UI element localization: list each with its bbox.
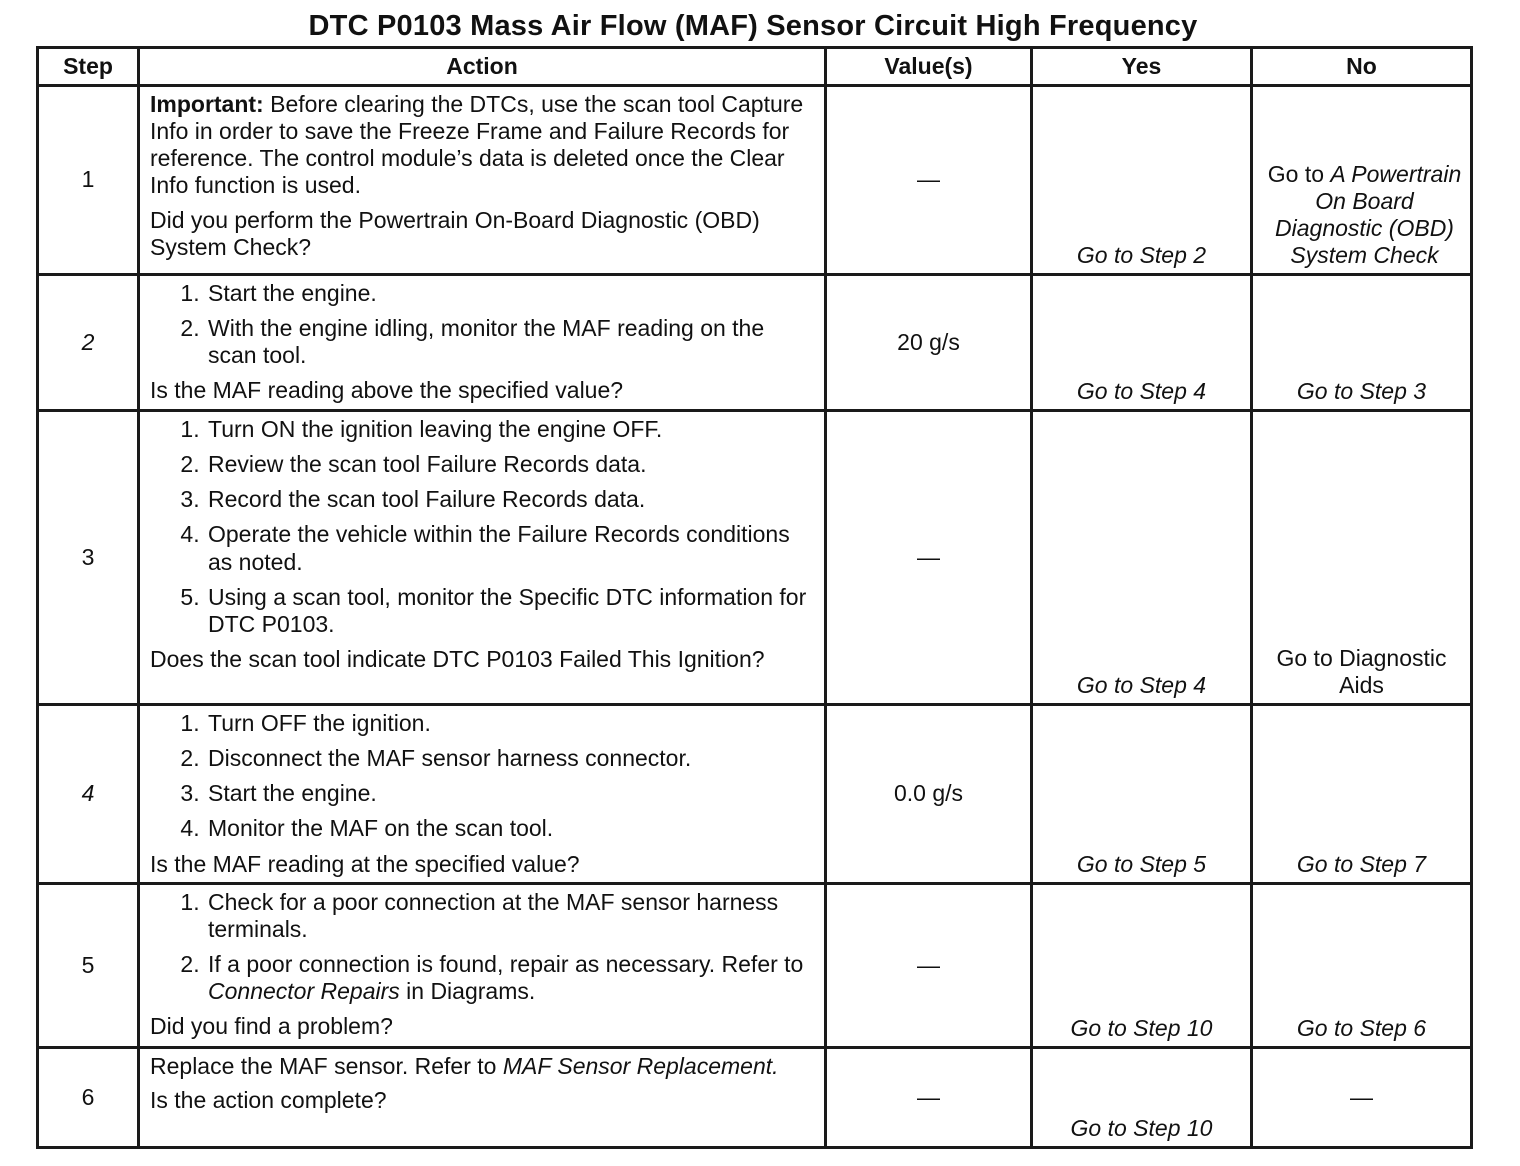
action-item: 5. Using a scan tool, monitor the Specific DTC information for DTC P0103. — [206, 584, 814, 638]
value-cell: — — [826, 86, 1032, 275]
step-number: 2 — [38, 275, 139, 411]
yes-link[interactable]: Go to Step 5 — [1032, 705, 1252, 884]
table-row-step-3 — [38, 411, 1472, 705]
action-item-suffix: in Diagrams. — [399, 978, 536, 1004]
value-cell: 20 g/s — [826, 275, 1032, 411]
action-item-text: If a poor connection is found, repair as necessary. Refer to — [208, 950, 804, 977]
action-item: 1. Turn ON the ignition leaving the engine OFF. — [206, 416, 814, 443]
no-link[interactable]: Go to Step 6 — [1252, 883, 1472, 1047]
yes-link[interactable]: Go to Step 2 — [1032, 86, 1252, 275]
table-row-step-2 — [38, 275, 1472, 411]
action-text — [150, 1053, 814, 1080]
step-question: Is the MAF reading above the specified value? — [150, 377, 624, 404]
important-label: Important: — [150, 91, 264, 117]
action-list — [150, 710, 814, 843]
action-list — [150, 280, 814, 369]
page-title: DTC P0103 Mass Air Flow (MAF) Sensor Circuit High Frequency — [308, 10, 1198, 42]
action-cell — [139, 705, 826, 884]
header-action: Action — [139, 48, 826, 86]
yes-link[interactable]: Go to Step 4 — [1032, 411, 1252, 705]
table-row-step-5 — [38, 883, 1472, 1047]
action-item: 4. Operate the vehicle within the Failure Records conditions as noted. — [206, 521, 814, 575]
table-row-step-1 — [38, 86, 1472, 275]
maf-sensor-replacement-link[interactable]: MAF Sensor Replacement — [502, 1052, 773, 1079]
no-link[interactable]: Go to Step 3 — [1252, 275, 1472, 411]
no-link[interactable]: Go to Diagnostic Aids — [1252, 411, 1472, 705]
header-values: Value(s) — [826, 48, 1032, 86]
no-prefix: Go to — [1267, 160, 1331, 187]
value-cell: — — [826, 1047, 1032, 1147]
value-cell: — — [826, 883, 1032, 1047]
yes-link[interactable]: Go to Step 10 — [1032, 883, 1252, 1047]
action-list — [150, 416, 814, 638]
table-row-step-4 — [38, 705, 1472, 884]
action-item: 1. Start the engine. — [206, 280, 814, 307]
connector-repairs-link[interactable]: Connector Repairs — [208, 978, 400, 1004]
step-question: Is the action complete? — [150, 1086, 387, 1113]
action-list — [150, 889, 814, 1006]
action-item — [206, 951, 814, 1005]
action-text-lead: Replace the MAF sensor. Refer to — [150, 1052, 503, 1079]
action-item: 1. Turn OFF the ignition. — [206, 710, 814, 737]
step-question: Does the scan tool indicate DTC P0103 Failed This Ignition? — [150, 645, 765, 672]
no-cell: — — [1252, 1047, 1472, 1147]
no-link[interactable] — [1252, 86, 1472, 275]
important-text: Before clearing the DTCs, use the scan tool Capture Info in order to save the Freeze Frame and Failure Records for reference. The control module’s data is deleted once the Clear Info function is used. — [150, 91, 804, 199]
action-item: 2. With the engine idling, monitor the MAF reading on the scan tool. — [206, 315, 814, 369]
step-number: 4 — [38, 705, 139, 884]
yes-link[interactable]: Go to Step 4 — [1032, 275, 1252, 411]
no-link[interactable]: Go to Step 7 — [1252, 705, 1472, 884]
action-item: 4. Monitor the MAF on the scan tool. — [206, 815, 814, 842]
step-number: 3 — [38, 411, 139, 705]
step-number: 5 — [38, 883, 139, 1047]
action-cell — [139, 883, 826, 1047]
diagnostic-table — [36, 46, 1473, 1149]
table-row-step-6 — [38, 1047, 1472, 1147]
action-item: 3. Start the engine. — [206, 780, 814, 807]
action-item: 2. Disconnect the MAF sensor harness connector. — [206, 745, 814, 772]
action-cell — [139, 1047, 826, 1147]
step-number: 1 — [38, 86, 139, 275]
value-cell: 0.0 g/s — [826, 705, 1032, 884]
action-cell — [139, 86, 826, 275]
yes-link[interactable]: Go to Step 10 — [1032, 1047, 1252, 1147]
action-item: 3. Record the scan tool Failure Records data. — [206, 486, 814, 513]
action-cell — [139, 275, 826, 411]
action-text-suffix: . — [772, 1052, 779, 1079]
header-no: No — [1252, 48, 1472, 86]
step-question: Did you find a problem? — [150, 1013, 393, 1040]
action-item: 1. Check for a poor connection at the MAF sensor harness terminals. — [206, 889, 814, 943]
header-step: Step — [38, 48, 139, 86]
header-row — [38, 48, 1472, 86]
step-number: 6 — [38, 1047, 139, 1147]
important-note — [150, 91, 814, 200]
value-cell: — — [826, 411, 1032, 705]
header-yes: Yes — [1032, 48, 1252, 86]
no-link-text: A Powertrain On Board Diagnostic (OBD) System Check — [1275, 160, 1462, 268]
action-cell — [139, 411, 826, 705]
step-question: Is the MAF reading at the specified value? — [150, 850, 580, 877]
step-question: Did you perform the Powertrain On-Board Diagnostic (OBD) System Check? — [150, 206, 760, 260]
action-item: 2. Review the scan tool Failure Records data. — [206, 451, 814, 478]
